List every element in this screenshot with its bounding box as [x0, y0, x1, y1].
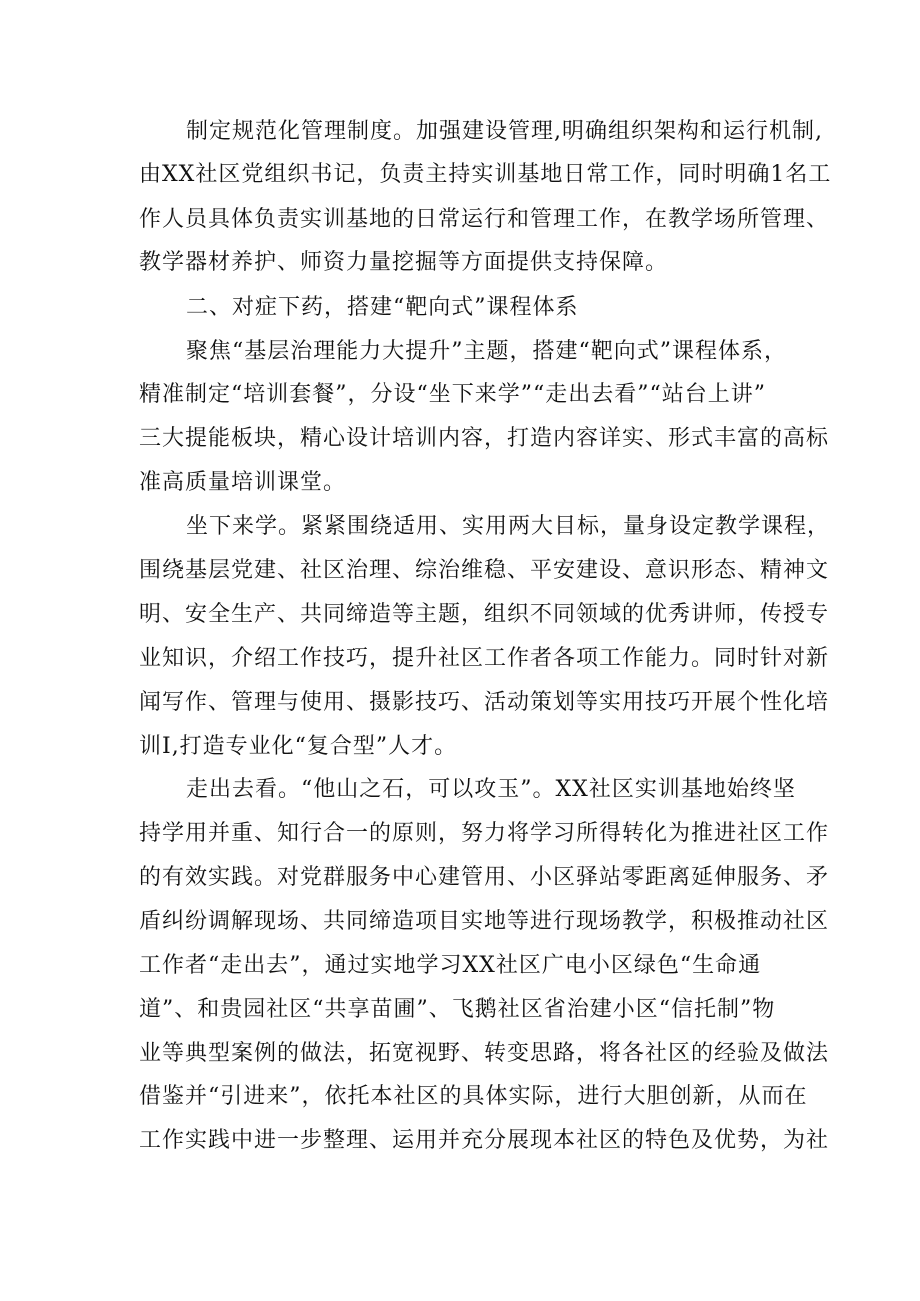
text-line: 业等典型案例的做法，拓宽视野、转变思路，将各社区的经验及做法: [139, 1041, 830, 1066]
text-line: 由XX社区党组织书记，负责主持实训基地日常工作，同时明确1名工: [139, 162, 832, 187]
text-line: 围绕基层党建、社区治理、综治维稳、平安建设、意识形态、精神文: [139, 558, 830, 583]
text-line: 聚焦“基层治理能力大提升”主题，搭建“靶向式”课程体系，: [186, 339, 787, 364]
section-heading: 二、对症下药，搭建“靶向式”课程体系: [186, 295, 579, 320]
text-line: 作人员具体负责实训基地的日常运行和管理工作，在教学场所管理、: [139, 207, 830, 232]
text-line: 三大提能板块，精心设计培训内容，打造内容详实、形式丰富的高标: [139, 426, 830, 451]
text-line: 借鉴并“引进来”，依托本社区的具体实际，进行大胆创新，从而在: [139, 1084, 808, 1109]
text-line: 闻写作、管理与使用、摄影技巧、活动策划等实用技巧开展个性化培: [139, 690, 830, 715]
text-line: 精准制定“培训套餐”，分设“坐下来学”“走出去看”“站台上讲”: [139, 382, 766, 407]
text-line: 明、安全生产、共同缔造等主题，组织不同领域的优秀讲师，传授专: [139, 602, 830, 627]
text-line: 工作实践中进一步整理、运用并充分展现本社区的特色及优势，为社: [139, 1128, 830, 1153]
text-line: 的有效实践。对党群服务中心建管用、小区驿站零距离延伸服务、矛: [139, 865, 830, 890]
text-line: 持学用并重、知行合一的原则，努力将学习所得转化为推进社区工作: [139, 821, 830, 846]
text-line: 盾纠纷调解现场、共同缔造项目实地等进行现场教学，积极推动社区: [139, 909, 830, 934]
text-line: 教学器材养护、师资力量挖掘等方面提供支持保障。: [139, 250, 669, 275]
text-line: 准高质量培训课堂。: [139, 470, 347, 495]
text-line: 坐下来学。紧紧围绕适用、实用两大目标，量身设定教学课程，: [186, 514, 831, 539]
text-line: 走出去看。“他山之石，可以攻玉”。XX社区实训基地始终坚: [186, 777, 796, 802]
text-line: 道”、和贵园社区“共享苗圃”、飞鹅社区省治建小区“信托制”物: [139, 997, 776, 1022]
text-line: 业知识，介绍工作技巧，提升社区工作者各项工作能力。同时针对新: [139, 646, 830, 671]
text-line: 训I,打造专业化“复合型”人才。: [139, 734, 458, 759]
text-line: 制定规范化管理制度。加强建设管理,明确组织架构和运行机制,: [186, 119, 823, 144]
text-line: 工作者“走出去”，通过实地学习XX社区广电小区绿色“生命通: [139, 953, 762, 978]
